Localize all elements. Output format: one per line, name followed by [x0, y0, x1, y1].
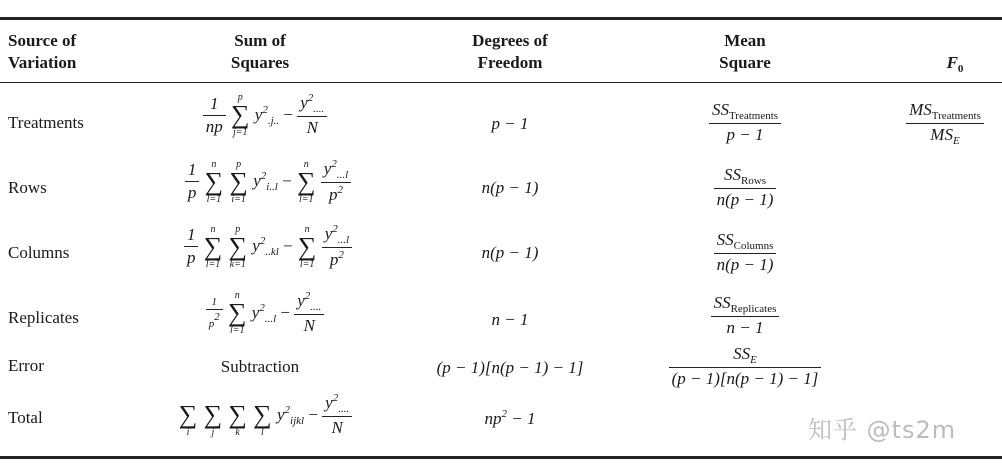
ms-treatments-sub: Treatments: [728, 110, 779, 122]
ms-error-sub: E: [750, 354, 757, 366]
watermark: 知乎 @ts2m: [808, 416, 957, 444]
df-rows: n(p − 1): [481, 178, 539, 197]
header-f0-sub: 0: [957, 63, 964, 75]
header-ms-text: Mean Square: [719, 31, 771, 72]
df-total-main: np: [484, 409, 502, 428]
ss-total-formula: ∑ i ∑ j ∑ k ∑ l $y^2_{ijkl}$ − $\frac{y^2_{....}}{N}$: [165, 392, 365, 438]
row-replicates-label: Replicates: [8, 308, 79, 327]
header-degrees-of-freedom: [440, 30, 580, 74]
df-columns: n(p − 1): [481, 243, 539, 262]
ss-replicates-formula: $\frac{1}{p2}$ n ∑ l=1 $y^2_{...l}$ − $\frac{y^2_{....}}{N}$: [195, 290, 335, 336]
ss-error-text: Subtraction: [220, 357, 300, 376]
ms-rows-sub: Rows: [740, 175, 767, 187]
ms-treatments: $\frac{SS_{Treatments}}{p - 1}$: [685, 100, 805, 145]
f0-treatments: $\frac{MS_{Treatments}}{MS_E}$: [895, 100, 995, 147]
header-mean-square: [690, 30, 800, 74]
header-df-text: Degrees of Freedom: [472, 31, 548, 72]
header-ss-text: Sum of Squares: [230, 31, 290, 72]
df-replicates: n − 1: [491, 310, 529, 329]
row-rows-label: Rows: [8, 178, 47, 197]
top-rule: [0, 17, 1002, 20]
row-total-label: Total: [8, 408, 43, 427]
ss-rows-formula: $\frac{1}{p}$ n ∑ l=1 p ∑ i=1 $y^2_{i..l}$ − n ∑ l=1 $\frac{y^2_{...l}}{p^2}$: [168, 158, 368, 205]
row-columns-label: Columns: [8, 243, 70, 262]
df-total: [440, 408, 580, 429]
ms-replicates-sub: Replicates: [730, 303, 777, 315]
header-source-text: Source of Variation: [8, 31, 77, 72]
df-total-sup: 2: [501, 408, 507, 420]
ms-error-den: (p − 1)[n(p − 1) − 1]: [671, 369, 819, 388]
f0-num-sub: Treatments: [931, 110, 981, 122]
row-error-label: Error: [8, 356, 44, 375]
ms-replicates-den: n − 1: [726, 318, 764, 337]
ms-columns: $\frac{SS_{Columns}}{n(p - 1)}$: [685, 230, 805, 275]
df-treatments: p − 1: [491, 114, 529, 133]
df-total-rest: − 1: [507, 409, 536, 428]
df-error: (p − 1)[n(p − 1) − 1]: [436, 358, 584, 377]
ms-error: $\frac{SS_E}{(p - 1)[n(p - 1) - 1]}$: [655, 344, 835, 389]
ss-columns-formula: $\frac{1}{p}$ n ∑ l=1 p ∑ k=1 $y^2_{..kl}$ − n ∑ l=1 $\frac{y^2_{...l}}{p^2}$: [168, 223, 368, 270]
f0-den-sub: E: [952, 135, 960, 147]
header-rule: [0, 82, 1002, 83]
ms-treatments-den: p − 1: [726, 125, 764, 144]
ms-rows-den: n(p − 1): [716, 190, 774, 209]
row-treatments-label: Treatments: [8, 113, 84, 132]
ms-columns-den: n(p − 1): [716, 255, 774, 274]
ms-columns-sub: Columns: [733, 240, 774, 252]
header-source: [8, 30, 76, 74]
ms-replicates: $\frac{SS_{Replicates}}{n - 1}$: [685, 293, 805, 338]
ss-treatments-formula: $\frac{1}{np}$ p ∑ j=1 $y^2_{.j..}$ − $\frac{y^2_{....}}{N}$: [195, 92, 335, 138]
header-f0-main: F: [946, 53, 958, 72]
header-sum-of-squares: [200, 30, 320, 74]
bottom-rule: [0, 456, 1002, 459]
header-f0: [930, 52, 980, 80]
ms-rows: $\frac{SS_{Rows}}{n(p - 1)}$: [685, 165, 805, 210]
